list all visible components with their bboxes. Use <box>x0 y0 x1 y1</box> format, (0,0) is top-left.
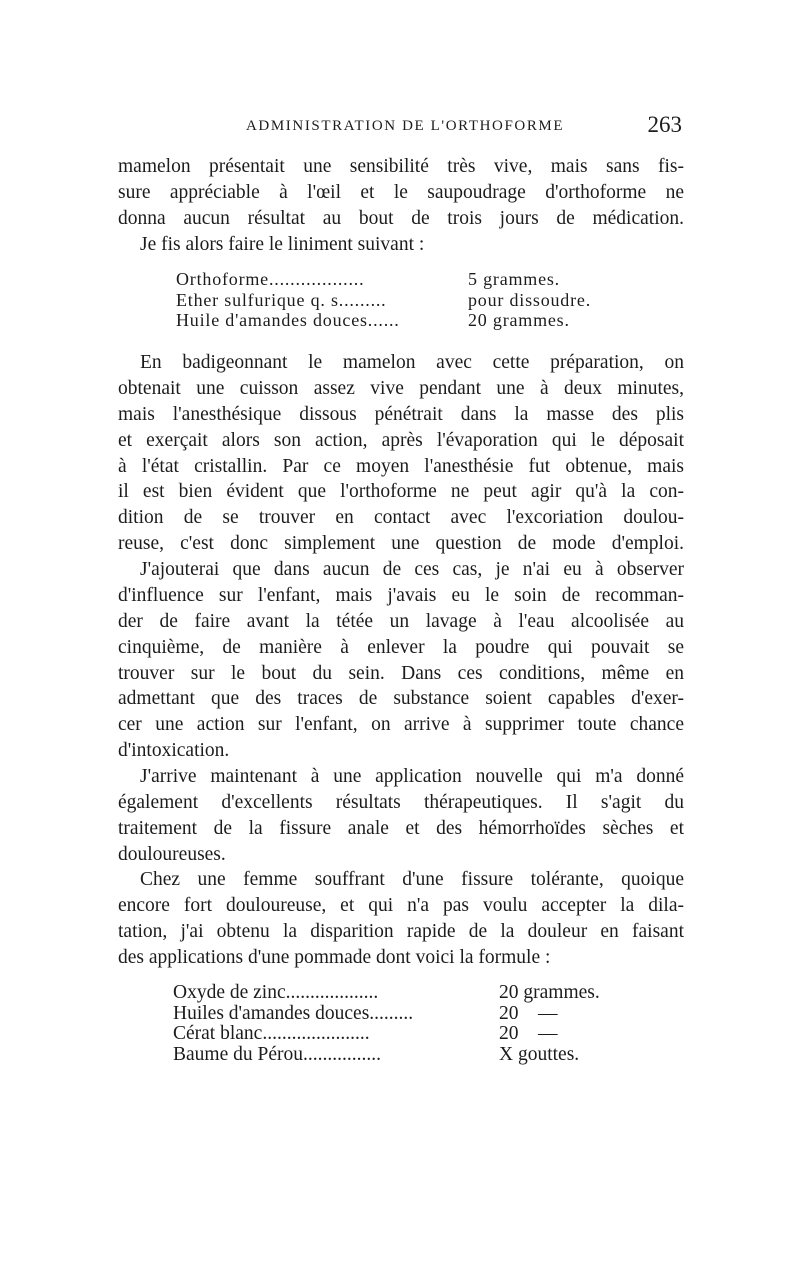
recipe-row <box>173 1004 643 1025</box>
text-line: Chez une femme souffrant d'une fissure tolérante, quoique <box>140 869 684 890</box>
paragraph-continuation <box>118 154 684 232</box>
recipe-ingredient: Ether sulfurique q. s......... <box>176 289 387 310</box>
recipe-row <box>176 310 636 331</box>
paragraph-ajouterai <box>118 557 684 764</box>
text-line: douloureuses. <box>118 843 226 865</box>
running-header <box>118 112 684 142</box>
recipe-ingredient: Cérat blanc...................... <box>173 1023 370 1044</box>
liniment-recipe <box>176 269 636 331</box>
text-line: sure appréciable à l'œil et le saupoudrage d'orthoforme ne <box>118 181 684 203</box>
text-line: traitement de la fissure anale et des hémorrhoïdes sèches et <box>118 817 684 839</box>
text-line: encore fort douloureuse, et qui n'a pas voulu accepter la dila- <box>118 894 684 916</box>
text-line: der de faire avant la tétée un lavage à l'eau alcoolisée au <box>118 610 684 632</box>
recipe-quantity: X gouttes. <box>499 1043 580 1065</box>
recipe-ingredient: Baume du Pérou................ <box>173 1043 381 1065</box>
text-line: trouver sur le bout du sein. Dans ces conditions, même en <box>118 662 684 684</box>
recipe-quantity: 20 grammes. <box>499 982 600 1003</box>
paragraph-application-nouvelle <box>118 764 684 868</box>
text-line: également d'excellents résultats thérapeutiques. Il s'agit du <box>118 791 684 813</box>
recipe-row <box>173 1045 643 1066</box>
text-line: il est bien évident que l'orthoforme ne peut agir qu'à la con- <box>118 481 684 503</box>
text-line: mais l'anesthésique dissous pénétrait dans la masse des plis <box>118 403 684 425</box>
running-title: ADMINISTRATION DE L'ORTHOFORME <box>246 118 565 134</box>
recipe-quantity: 5 grammes. <box>468 269 560 289</box>
paragraph-badigeonnant <box>118 350 684 557</box>
page-number: 263 <box>647 112 682 137</box>
text-line: admettant que des traces de substance soient capables d'exer- <box>118 688 684 710</box>
paragraph-liniment-intro <box>118 232 684 258</box>
text-line: Je fis alors faire le liniment suivant : <box>140 234 425 255</box>
recipe-ingredient: Huile d'amandes douces...... <box>176 310 400 330</box>
text-line: et exerçait alors son action, après l'évaporation qui le déposait <box>118 429 684 451</box>
text-line: dition de se trouver en contact avec l'excoriation doulou- <box>118 507 684 529</box>
recipe-quantity: 20 grammes. <box>468 310 570 330</box>
text-line: donna aucun résultat au bout de trois jours de médication. <box>118 207 684 229</box>
text-line: d'influence sur l'enfant, mais j'avais eu le soin de recomman- <box>118 584 684 606</box>
recipe-row <box>173 983 643 1004</box>
recipe-quantity: 20 — <box>499 1023 558 1044</box>
recipe-quantity: 20 — <box>499 1002 558 1024</box>
text-line: d'intoxication. <box>118 740 230 762</box>
text-line: mamelon présentait une sensibilité très vive, mais sans fis- <box>118 156 684 177</box>
text-line: cer une action sur l'enfant, on arrive à supprimer toute chance <box>118 714 684 736</box>
recipe-row <box>176 269 636 290</box>
text-line: à l'état cristallin. Par ce moyen l'anesthésie fut obtenue, mais <box>118 455 684 477</box>
text-line: En badigeonnant le mamelon avec cette préparation, on <box>140 352 684 373</box>
paragraph-fissure <box>118 867 684 971</box>
text-line: obtenait une cuisson assez vive pendant une à deux minutes, <box>118 377 684 399</box>
recipe-ingredient: Oxyde de zinc................... <box>173 982 379 1003</box>
recipe-row <box>173 1024 643 1045</box>
text-line: J'arrive maintenant à une application nouvelle qui m'a donné <box>140 766 684 787</box>
text-line: cinquième, de manière à enlever la poudre qui pouvait se <box>118 636 684 658</box>
text-line: des applications d'une pommade dont voici la formule : <box>118 946 551 968</box>
text-line: J'ajouterai que dans aucun de ces cas, je n'ai eu à observer <box>140 559 684 580</box>
recipe-ingredient: Orthoforme.................. <box>176 269 365 289</box>
text-line: reuse, c'est donc simplement une question de mode d'emploi. <box>118 533 684 555</box>
text-line: tation, j'ai obtenu la disparition rapide de la douleur en faisant <box>118 920 684 942</box>
recipe-row <box>176 290 636 311</box>
recipe-quantity: pour dissoudre. <box>468 289 591 310</box>
recipe-ingredient: Huiles d'amandes douces......... <box>173 1002 414 1024</box>
pommade-recipe <box>173 983 643 1065</box>
